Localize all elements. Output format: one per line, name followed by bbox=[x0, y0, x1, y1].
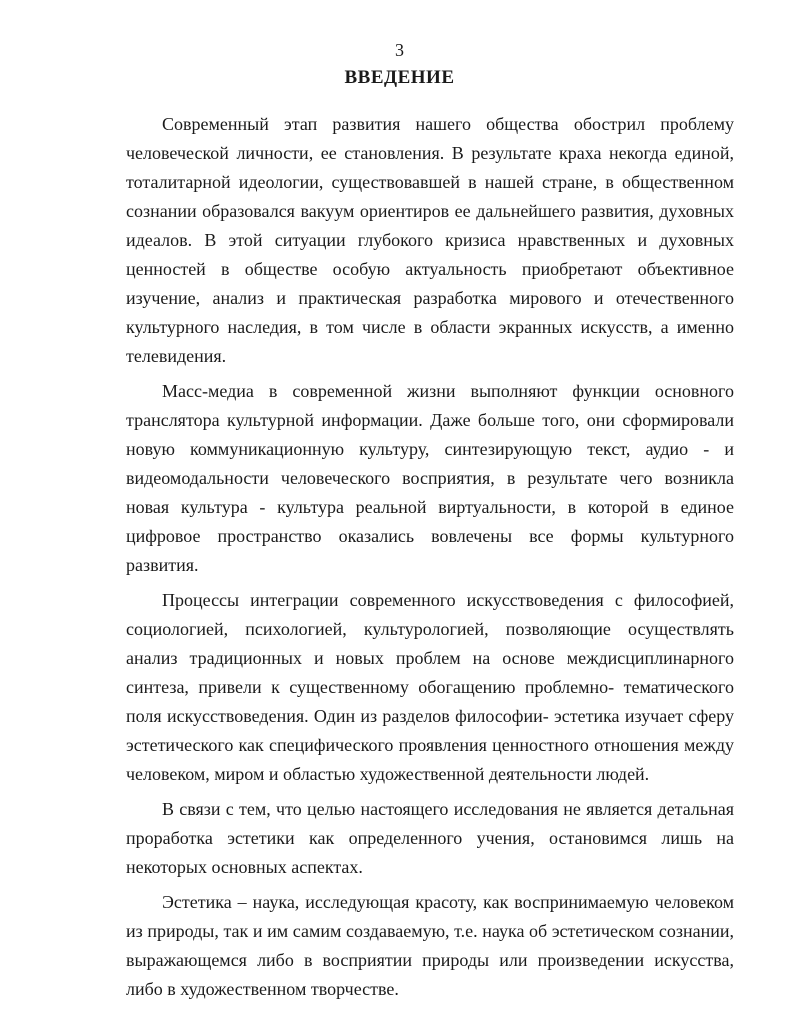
paragraph-2: Масс-медиа в современной жизни выполняют функции основного транслятора культурной информации. Даже больше того, они сформировали новую коммуникационную культуру, синтезирующую текст, аудио - и видеомодальности человеческого восприятия, в результате чего возникла новая культура - культура реальной виртуальности, в которой в единое цифровое пространство оказались вовлечены все формы культурного развития. bbox=[126, 381, 734, 575]
paragraph-3: Процессы интеграции современного искусствоведения с философией, социологией, психологией, культурологией, позволяющие осуществлять анализ традиционных и новых проблем на основе междисциплинарного синтеза, привели к существенному обогащению проблемно- тематического поля искусствоведения. Один из разделов философии- эстетика изучает сферу эстетического как специфического проявления ценностного отношения между человеком, миром и областью художественной деятельности людей. bbox=[126, 590, 734, 784]
document-body bbox=[126, 110, 734, 1010]
page-title: ВВЕДЕНИЕ bbox=[344, 67, 455, 88]
paragraph-1: Современный этап развития нашего общества обострил проблему человеческой личности, ее становления. В результате краха некогда единой, тоталитарной идеологии, существовавшей в нашей стране, в общественном сознании образовался вакуум ориентиров ее дальнейшего развития, духовных идеалов. В этой ситуации глубокого кризиса нравственных и духовных ценностей в обществе особую актуальность приобретают объективное изучение, анализ и практическая разработка мирового и отечественного культурного наследия, в том числе в области экранных искусств, а именно телевидения. bbox=[126, 114, 734, 366]
paragraph-4: В связи с тем, что целью настоящего исследования не является детальная проработка эстетики как определенного учения, остановимся лишь на некоторых основных аспектах. bbox=[126, 799, 734, 877]
page-number: 3 bbox=[395, 40, 404, 60]
paragraph-5: Эстетика – наука, исследующая красоту, как воспринимаемую человеком из природы, так и им самим создаваемую, т.е. наука об эстетическом сознании, выражающемся либо в восприятии природы или произведении искусства, либо в художественном творчестве. bbox=[126, 892, 734, 999]
